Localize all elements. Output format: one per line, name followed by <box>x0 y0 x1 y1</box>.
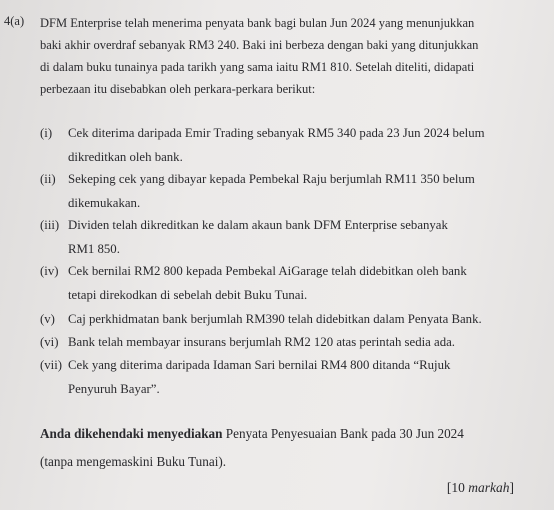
list-item-i <box>40 126 520 165</box>
list-item-v <box>40 312 520 327</box>
list-item-iv <box>40 264 520 303</box>
marks-word: markah <box>468 480 510 495</box>
intro-line: perbezaan itu disebabkan oleh perkara-perkara berikut: <box>40 82 316 96</box>
question-intro <box>40 12 510 100</box>
instruction-text-cont: (tanpa mengemaskini Buku Tunai). <box>40 454 227 469</box>
item-text-cont: tetapi direkodkan di sebelah debit Buku Tunai. <box>68 288 308 302</box>
item-text-cont: dikemukakan. <box>68 196 141 210</box>
item-text-cont: RM1 850. <box>68 242 120 256</box>
item-number: (ii) <box>40 172 56 186</box>
intro-line: di dalam buku tunainya pada tarikh yang sama iaitu RM1 810. Setelah diteliti, didapati <box>40 60 475 74</box>
question-number: 4(a) <box>4 14 25 28</box>
intro-line: DFM Enterprise telah menerima penyata bank bagi bulan Jun 2024 yang menunjukkan <box>40 16 475 30</box>
item-text-cont: dikreditkan oleh bank. <box>68 150 183 164</box>
item-number: (iv) <box>40 264 59 278</box>
item-number: (iii) <box>40 218 60 232</box>
marks-allocation <box>447 480 514 496</box>
item-text: Caj perkhidmatan bank berjumlah RM390 telah didebitkan dalam Penyata Bank. <box>68 312 482 326</box>
item-number: (vii) <box>40 358 63 372</box>
marks-open: [10 <box>446 480 469 495</box>
marks-close: ] <box>509 480 514 495</box>
list-item-ii <box>40 172 520 211</box>
item-number: (v) <box>40 312 55 326</box>
instruction-text: Penyata Penyesuaian Bank pada 30 Jun 2024 <box>222 426 464 441</box>
intro-line: baki akhir overdraf sebanyak RM3 240. Baki ini berbeza dengan baki yang ditunjukkan <box>40 38 479 52</box>
list-item-vi <box>40 335 520 350</box>
item-text: Cek diterima daripada Emir Trading sebanyak RM5 340 pada 23 Jun 2024 belum <box>68 126 485 140</box>
item-text: Cek bernilai RM2 800 kepada Pembekal AiGarage telah didebitkan oleh bank <box>68 264 467 278</box>
item-text: Sekeping cek yang dibayar kepada Pembekal Raju berjumlah RM11 350 belum <box>68 172 475 186</box>
item-number: (i) <box>40 126 53 140</box>
item-text: Bank telah membayar insurans berjumlah RM2 120 atas perintah sedia ada. <box>68 335 455 349</box>
item-number: (vi) <box>40 335 59 349</box>
list-item-iii <box>40 218 520 257</box>
instruction-bold: Anda dikehendaki menyediakan <box>40 426 223 441</box>
question-instruction <box>40 426 520 470</box>
item-text: Cek yang diterima daripada Idaman Sari bernilai RM4 800 ditanda “Rujuk <box>68 358 451 372</box>
item-text-cont: Penyuruh Bayar”. <box>68 382 160 396</box>
list-item-vii <box>40 358 520 397</box>
item-text: Dividen telah dikreditkan ke dalam akaun bank DFM Enterprise sebanyak <box>68 218 448 232</box>
